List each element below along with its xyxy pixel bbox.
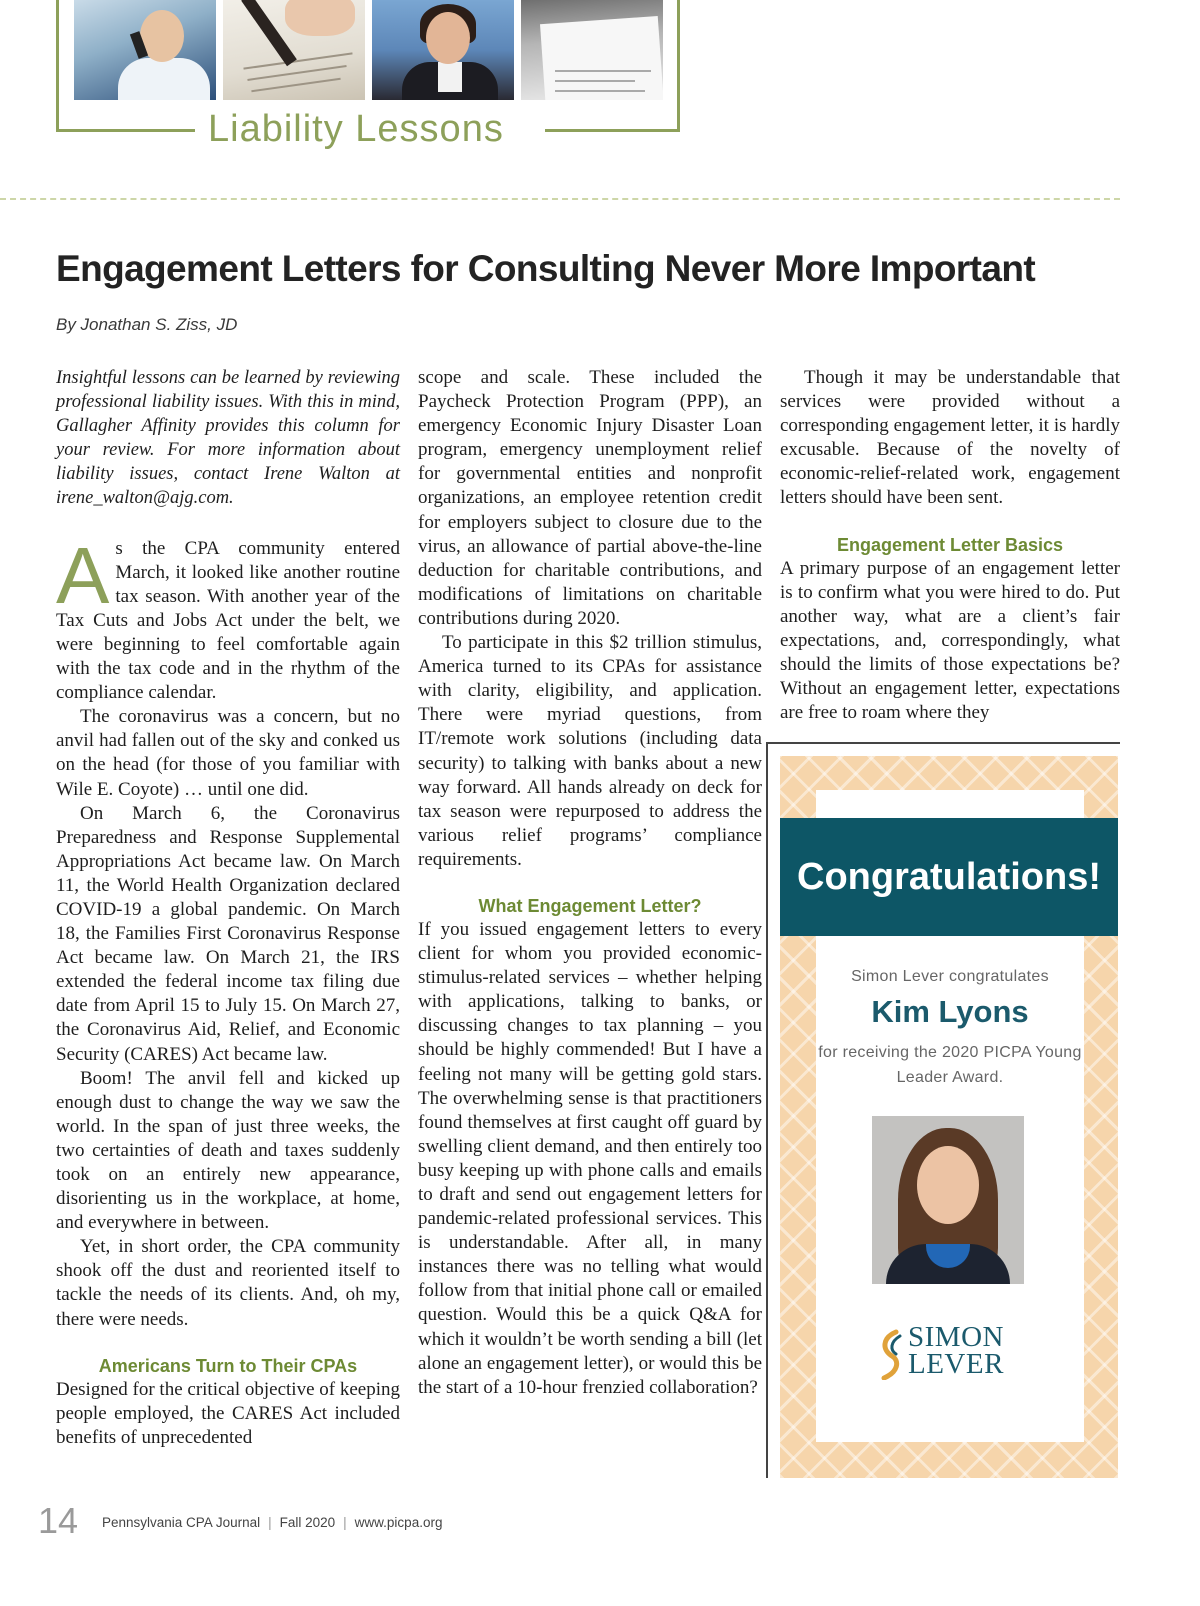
logo-word-simon: SIMON — [908, 1321, 1004, 1353]
paragraph: Yet, in short order, the CPA community shook off the dust and reoriented itself to tackle the needs of its clients. And, oh my, there were needs. — [56, 1236, 400, 1330]
intro-paragraph: Insightful lessons can be learned by reviewing professional liability issues. With this in mind, Gallagher Affinity provides this column for your review. For more information about liability issues, contact Irene Walton at irene_walton@ajg.com. — [56, 368, 400, 509]
photo-signing-document — [223, 0, 365, 100]
article-column-1 — [56, 366, 400, 1450]
section-divider — [0, 198, 1120, 200]
section-title: Liability Lessons — [208, 108, 504, 150]
footer-issue: Fall 2020 — [279, 1515, 336, 1530]
subhead-engagement-letter-basics: Engagement Letter Basics — [836, 534, 1064, 555]
honoree-portrait — [872, 1116, 1024, 1284]
paragraph: The coronavirus was a concern, but no anvil had fallen out of the sky and conked us on the head (for those of you familiar with Wile E. Coyote) … until one did. — [56, 706, 400, 800]
paragraph: scope and scale. These included the Paycheck Protection Program (PPP), an emergency Economic Injury Disaster Loan program, emergency unemployment relief for governmental entities and nonprofit organizations, an employee retention credit for employers subject to closure due to the virus, an allowance of partial above-the-line deduction for charitable contributions, and modifications of limitations on charitable contributions during 2020. — [418, 367, 762, 629]
paragraph: Though it may be understandable that services were provided without a corresponding engagement letter, it is hardly excusable. Because of the novelty of economic-relief-related work, engagement letters should have been sent. — [780, 367, 1120, 509]
photo-stressed-woman — [372, 0, 514, 100]
ad-congratulates-text: Simon Lever congratulates — [851, 968, 1049, 985]
drop-cap: A — [56, 530, 110, 620]
paragraph: Designed for the critical objective of keeping people employed, the CARES Act included benefits of unprecedented — [56, 1378, 400, 1448]
byline: By Jonathan S. Ziss, JD — [56, 315, 238, 334]
footer-separator: | — [268, 1515, 272, 1530]
paragraph: As the CPA community entered March, it looked like another routine tax season. With another year of the Tax Cuts and Jobs Act under the belt, we were beginning to feel comfortable again with the tax code and in the rhythm of the compliance calendar. — [56, 530, 400, 704]
paragraph: If you issued engagement letters to every client for whom you provided economic-stimulus-related services – whether helping with applications, talking to banks, or discussing changes to tax planning – you should be highly commended! But I have a feeling not many will be getting gold stars. The overwhelming sense is that practitioners found themselves at first caught off guard by swelling client demand, and then entirely too busy keeping up with phone calls and emails to draft and send out engagement letters for pandemic-related professional services. This is understandable. After all, in many instances there was no telling what would follow from that initial phone call or emailed question. Would this be a quick Q&A for which it wouldn’t be worth sending a bill (let alone an engagement letter), or would this be the start of a 10-hour frenzied collaboration? — [418, 918, 762, 1398]
subhead-what-engagement-letter: What Engagement Letter? — [478, 895, 702, 916]
paragraph: Boom! The anvil fell and kicked up enough dust to change the way we saw the world. In the span of just three weeks, the two certainties of death and taxes suddenly took on an entirely new appearance, disorienting us in the workplace, at home, and everywhere in between. — [56, 1067, 400, 1234]
footer-separator: | — [343, 1515, 347, 1530]
paragraph: To participate in this $2 trillion stimulus, America turned to its CPAs for assistance with clarity, eligibility, and application. There were myriad questions, from IT/remote work solutions (including data security) to talking with banks about a new way forward. All hands already on deck for tax season were repurposed to address the various relief programs’ compliance requirements. — [418, 632, 762, 870]
subhead-americans-turn: Americans Turn to Their CPAs — [98, 1355, 358, 1376]
page-number: 14 — [38, 1500, 79, 1541]
paragraph: On March 6, the Coronavirus Preparedness and Response Supplemental Appropriations Act became law. On March 11, the World Health Organization declared COVID-19 a global pandemic. On March 18, the Families First Coronavirus Response Act became law. On March 21, the IRS extended the federal income tax filing due date from April 15 to July 15. On March 27, the Coronavirus Aid, Relief, and Economic Security (CARES) Act became law. — [56, 802, 400, 1065]
ad-headline: Congratulations! — [780, 818, 1118, 936]
paragraph: A primary purpose of an engagement letter is to confirm what you were hired to do. Put another way, what are a client’s fair expectations, and, correspondingly, what should the limits of those expectations be? Without an engagement letter, expectations are free to roam where they — [780, 557, 1120, 724]
footer-publication: Pennsylvania CPA Journal — [102, 1515, 261, 1530]
simon-lever-logo-icon — [876, 1328, 906, 1380]
logo-word-lever: LEVER — [908, 1348, 1004, 1380]
ad-award-text: for receiving the 2020 PICPA Young Leader Award. — [818, 1044, 1082, 1086]
simon-lever-logo — [876, 1321, 1036, 1384]
footer-info — [102, 1515, 442, 1530]
photo-contract-papers — [521, 0, 663, 100]
footer-url[interactable]: www.picpa.org — [354, 1515, 443, 1530]
article-title: Engagement Letters for Consulting Never More Important — [56, 248, 1036, 289]
article-column-3 — [780, 366, 1120, 725]
photo-man-on-phone — [74, 0, 216, 100]
ad-honoree-name: Kim Lyons — [871, 994, 1029, 1029]
article-column-2 — [418, 366, 762, 1400]
